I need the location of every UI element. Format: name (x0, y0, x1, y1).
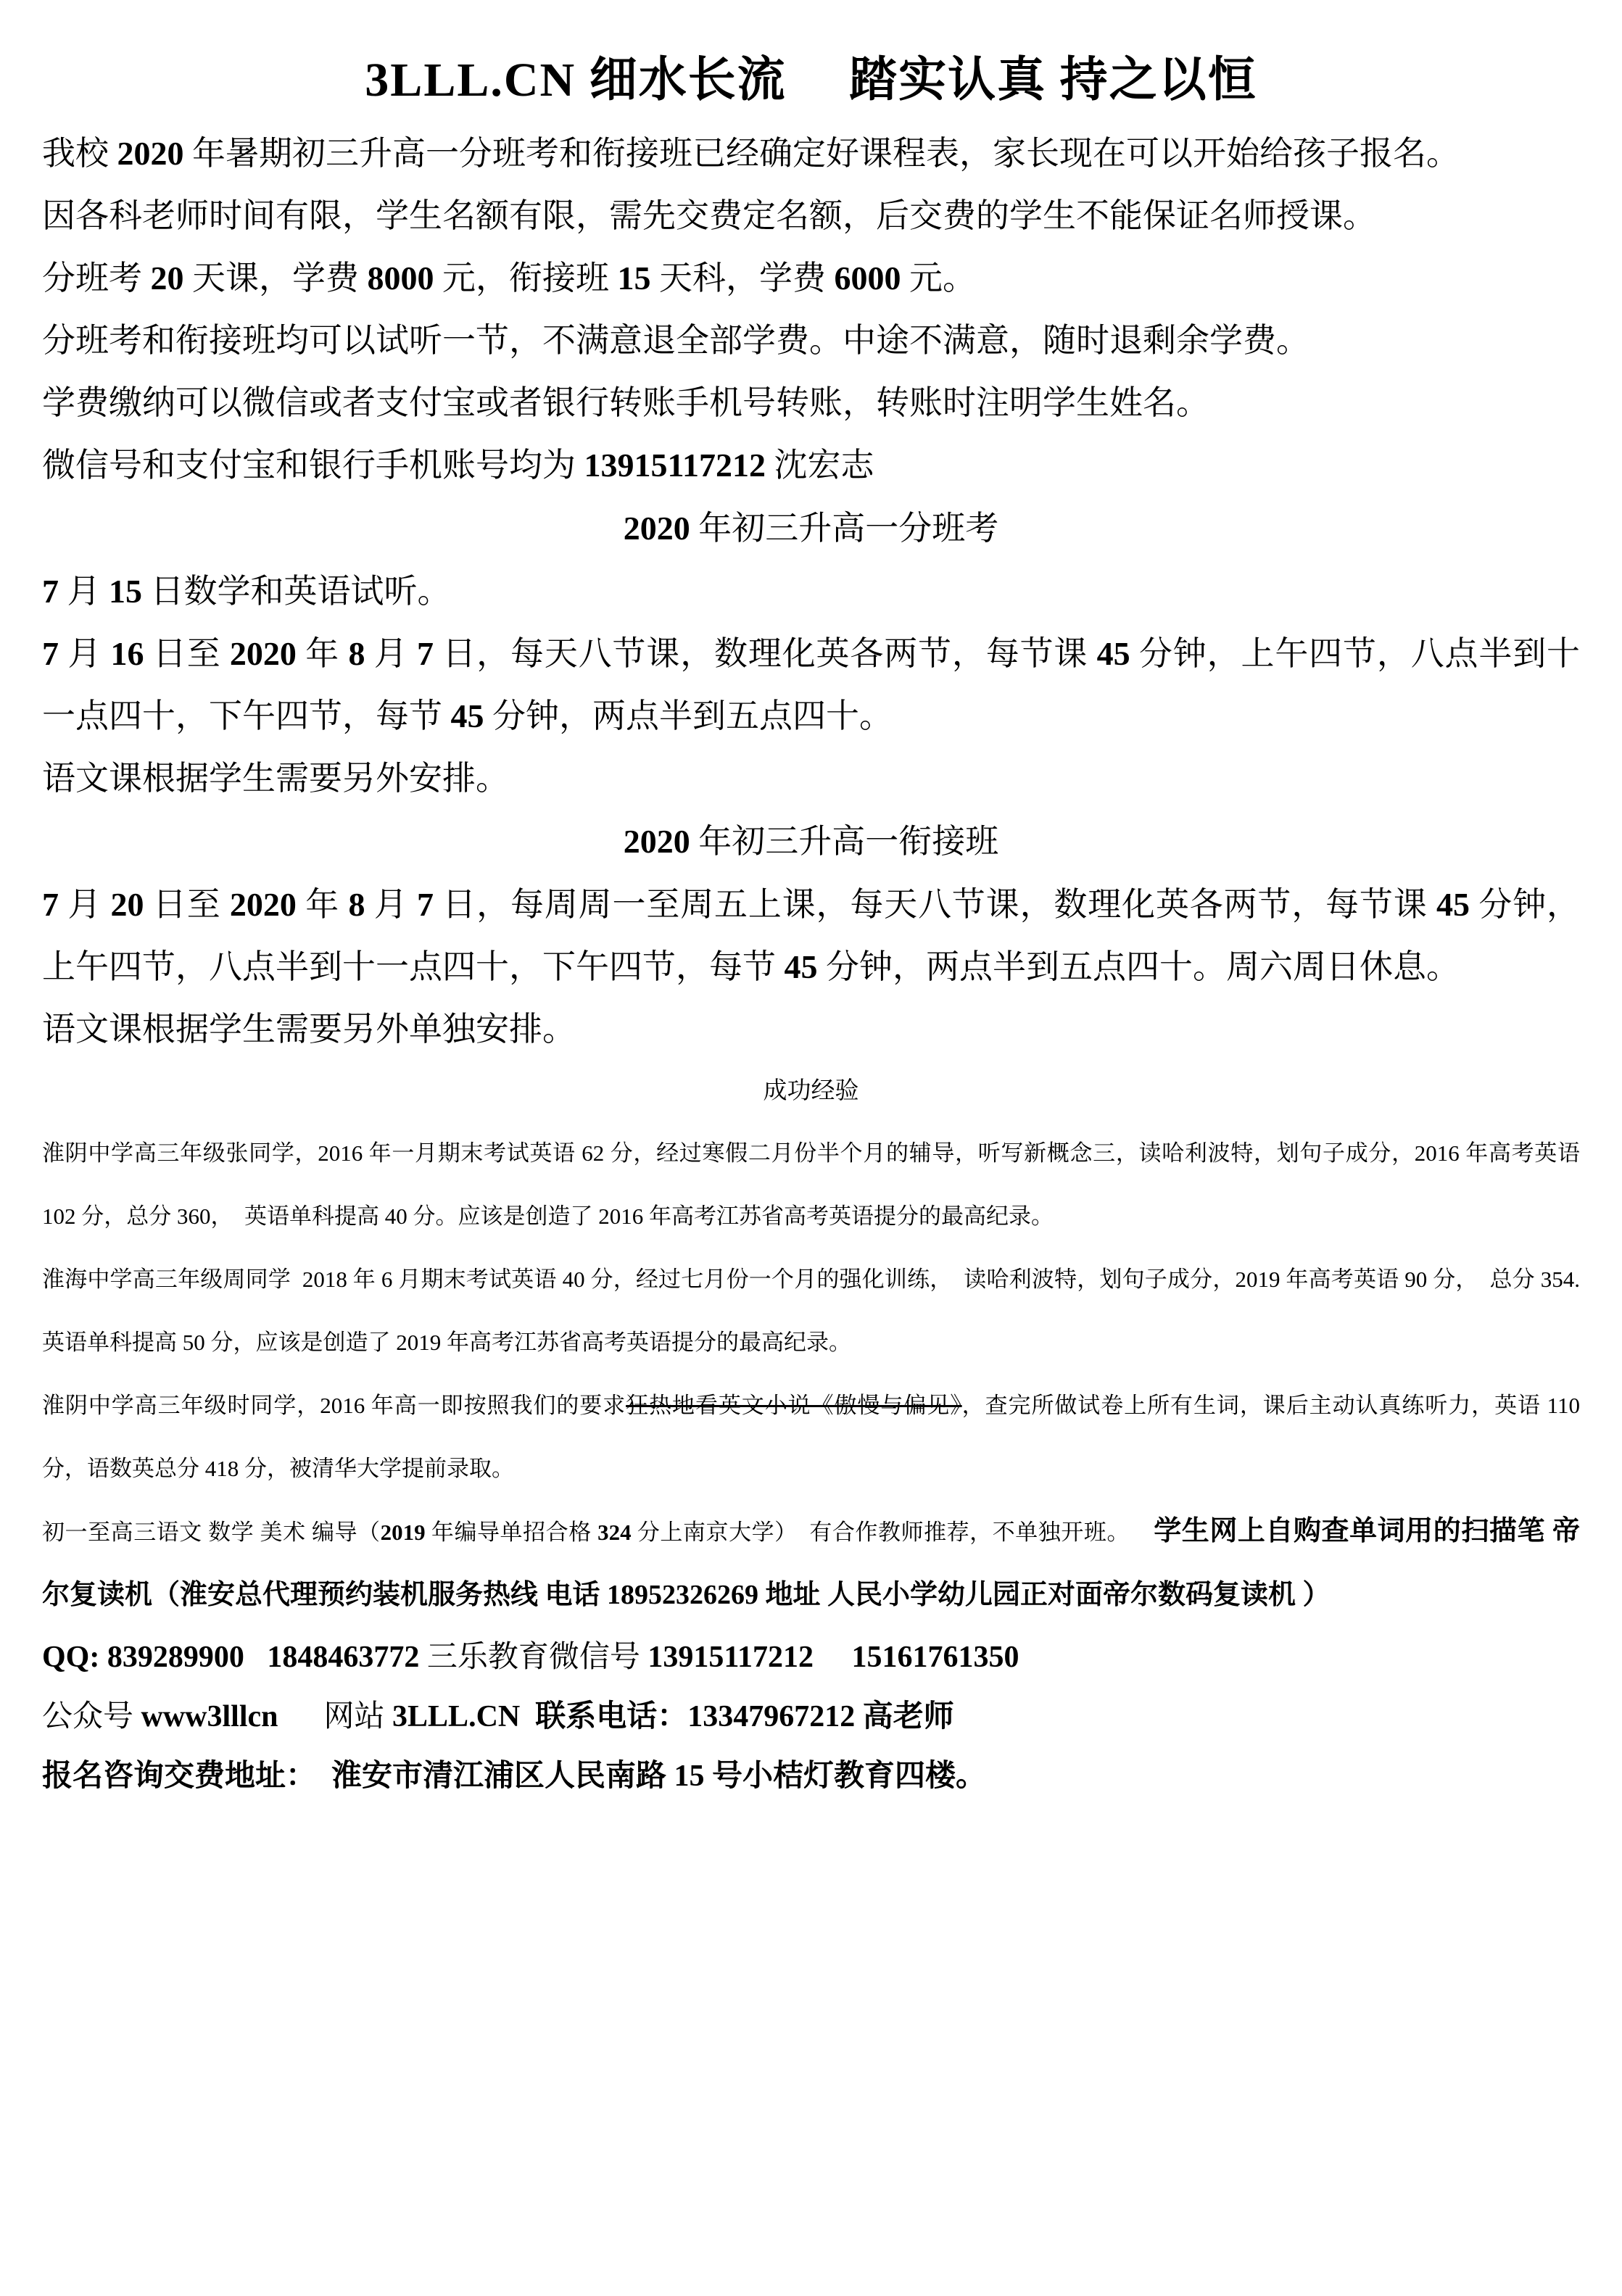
placement-exam-line-2: 7 月 16 日至 2020 年 8 月 7 日，每天八节课，数理化英各两节，每节课 45 分钟，上午四节，八点半到十一点四十，下午四节，每节 45 分钟，两点半到五点四十。 (42, 635, 1581, 734)
official-account-label: 公众号 (42, 1700, 141, 1733)
bridge-class-line-2: 语文课根据学生需要另外单独安排。 (42, 1011, 576, 1048)
phone-value: 13347967212 (687, 1700, 856, 1733)
success-story-1: 淮阴中学高三年级张同学，2016 年一月期末考试英语 62 分，经过寒假二月份半个月的辅导，听写新概念三，读哈利波特，划句子成分，2016 年高考英语 102 分，总分 360， 英语单科提高 40 分。应该是创造了 2016 年高考江苏省高考英语提分的最高纪录。 (42, 1140, 1586, 1229)
intro-paragraph-1: 我校 2020 年暑期初三升高一分班考和衔接班已经确定好课程表，家长现在可以开始给孩子报名。 (42, 135, 1460, 172)
intro-paragraph-3: 分班考 20 天课，学费 8000 元，衔接班 15 天科，学费 6000 元。 (42, 260, 976, 297)
intro-paragraph-6: 微信号和支付宝和银行手机账号均为 13915117212 沈宏志 (42, 447, 874, 484)
success-story-2: 淮海中学高三年级周同学 2018 年 6 月期末考试英语 40 分，经过七月份一个月的强化训练， 读哈利波特，划句子成分，2019 年高考英语 90 分， 总分 354. 英语单科提高 50 分，应该是创造了 2019 年高考江苏省高考英语提分的最高纪录。 (42, 1267, 1592, 1355)
bridge-class-line-1: 7 月 20 日至 2020 年 8 月 7 日，每周周一至周五上课，每天八节课，数理化英各两节，每节课 45 分钟，上午四节，八点半到十一点四十，下午四节，每节 45 分钟，两点半到五点四十。周六周日休息。 (42, 886, 1581, 985)
story-3-strikethrough-text: 狂热地看英文小说《傲慢与偏见》 (626, 1393, 962, 1418)
wechat-numbers: 13915117212 15161761350 (647, 1641, 1019, 1674)
placement-exam-heading: 2020 年初三升高一分班考 (623, 510, 999, 547)
phone-label: 联系电话： (520, 1700, 688, 1733)
story-3-suffix: ，查完所做试卷上所有生词，课后主动认真练听力，英语 110 分，语数英总分 418 分，被清华大学提前录取。 (42, 1393, 1580, 1481)
intro-paragraph-5: 学费缴纳可以微信或者支付宝或者银行转账手机号转账，转账时注明学生姓名。 (42, 384, 1209, 421)
courses-paragraph (42, 1500, 1580, 1628)
contact-qq-line (42, 1628, 1580, 1687)
contact-web-line (42, 1687, 1580, 1746)
success-story-3 (42, 1374, 1580, 1500)
online-purchase-text: 学生网上 (1154, 1516, 1266, 1546)
contact-address-line (42, 1746, 1580, 1806)
website-label: 网站 (278, 1700, 393, 1733)
website-value: 3LLL.CN (392, 1700, 521, 1733)
placement-exam-line-3: 语文课根据学生需要另外安排。 (42, 760, 509, 797)
qq-numbers: 839289900 1848463772 (107, 1641, 427, 1674)
intro-paragraph-2: 因各科老师时间有限，学生名额有限，需先交费定名额，后交费的学生不能保证名师授课。 (42, 197, 1376, 234)
bridge-class-heading: 2020 年初三升高一衔接班 (623, 823, 999, 860)
address-value: 淮安市清江浦区人民南路 15 号小桔灯教育四楼。 (331, 1760, 987, 1793)
courses-text: 初一至高三语文 数学 美术 编导（2019 年编导单招合格 324 分上南京大学） 有合作教师推荐，不单独开班。 (42, 1520, 1154, 1545)
page-title: 3LLL.CN 细水长流 踏实认真 持之以恒 (365, 54, 1257, 107)
contact-person-name: 高老师 (855, 1700, 954, 1733)
story-3-prefix: 淮阴中学高三年级时同学，2016 年高一即按照我们的要求 (42, 1393, 626, 1418)
address-label: 报名咨询交费地址： (42, 1760, 332, 1793)
scanner-reader-text: 自购查单词用的扫描笔 帝尔复读机（淮安总代理预约装机服务热线 电话 18952326269 地址 人民小学幼儿园正对面帝尔数码复读机 ） (42, 1516, 1580, 1610)
qq-label: QQ: (42, 1641, 107, 1674)
official-account-value: www3lllcn (141, 1700, 278, 1733)
placement-exam-line-1: 7 月 15 日数学和英语试听。 (42, 573, 451, 610)
intro-paragraph-4: 分班考和衔接班均可以试听一节，不满意退全部学费。中途不满意，随时退剩余学费。 (42, 322, 1309, 359)
wechat-label: 三乐教育微信号 (426, 1641, 648, 1674)
success-heading: 成功经验 (763, 1078, 859, 1104)
